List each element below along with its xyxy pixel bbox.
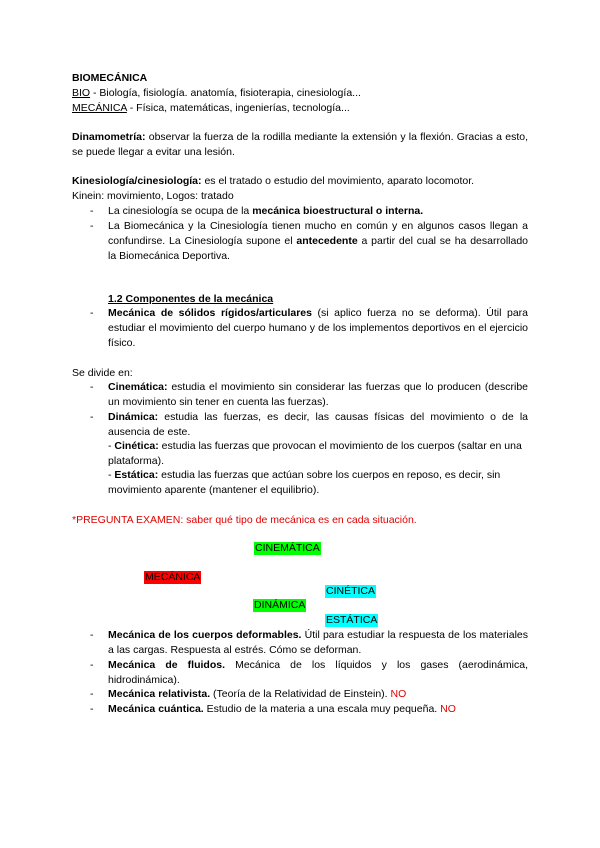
cuantica-bullet bbox=[108, 702, 528, 717]
relativista-bullet bbox=[108, 687, 528, 702]
deformables-text: Útil para estudiar la respuesta de los materiales a las cargas. Respuesta al estrés. Cómo se deforman. bbox=[108, 629, 528, 656]
bullet-marker: - bbox=[90, 220, 94, 232]
bullet-marker: - bbox=[90, 411, 94, 423]
bio-line bbox=[72, 86, 361, 101]
mecanica-line bbox=[72, 101, 350, 116]
kinein-line: Kinein: movimiento, Logos: tratado bbox=[72, 190, 234, 202]
dinamometria-term: Dinamometría: bbox=[72, 131, 146, 143]
kinesiologia-text: es el tratado o estudio del movimiento, aparato locomotor. bbox=[201, 175, 475, 187]
mecanica-term: MECÁNICA bbox=[72, 102, 127, 114]
relativista-term: Mecánica relativista. bbox=[108, 688, 211, 700]
bullet-marker: - bbox=[90, 205, 94, 217]
cinematica-term: Cinemática: bbox=[108, 381, 168, 393]
cinetica-subitem bbox=[108, 439, 528, 469]
solidos-text: (si aplico fuerza no se deforma). Útil para estudiar el movimiento del cuerpo humano y de los implementos deportivos en el ejercicio físico. bbox=[108, 307, 528, 349]
diagram-mecanica: MECÁNICA bbox=[145, 571, 201, 583]
fluidos-term: Mecánica de fluidos. bbox=[108, 659, 226, 671]
solidos-term: Mecánica de sólidos rígidos/articulares bbox=[108, 307, 312, 319]
solidos-bullet bbox=[108, 306, 528, 351]
relativista-text: (Teoría de la Relatividad de Einstein). bbox=[210, 688, 391, 700]
relativista-no-mark: NO bbox=[390, 688, 407, 700]
kinesiologia-term: Kinesiología/cinesiología: bbox=[72, 175, 202, 187]
bullet-marker: - bbox=[90, 688, 94, 700]
document-title: BIOMECÁNICA bbox=[72, 72, 148, 84]
bullet-marker: - bbox=[90, 629, 94, 641]
kines-bullet-1 bbox=[108, 204, 528, 219]
bullet-marker: - bbox=[90, 659, 94, 671]
fluidos-text: Mecánica de los líquidos y los gases (aerodinámica, hidrodinámica). bbox=[108, 659, 528, 686]
dinamica-text: estudia las fuerzas, es decir, las causas físicas del movimiento o de la ausencia de este. bbox=[108, 411, 528, 438]
cuantica-no-mark: NO bbox=[440, 703, 456, 715]
deformables-bullet bbox=[108, 628, 528, 658]
cuantica-text: Estudio de la materia a una escala muy pequeña. bbox=[203, 703, 441, 715]
bio-text: - Biología, fisiología. anatomía, fisioterapia, cinesiología... bbox=[90, 87, 361, 99]
estatica-prefix: - bbox=[108, 469, 115, 481]
dinamica-term: Dinámica: bbox=[108, 411, 159, 423]
kines-bullet-2-bold: antecedente bbox=[296, 235, 358, 247]
kines-bullet-1-bold: mecánica bioestructural o interna. bbox=[252, 205, 424, 217]
deformables-term: Mecánica de los cuerpos deformables. bbox=[108, 629, 302, 641]
cuantica-term: Mecánica cuántica. bbox=[108, 703, 204, 715]
cinetica-text: estudia las fuerzas que provocan el movimiento de los cuerpos (saltar en una plataforma). bbox=[108, 440, 522, 467]
kines-bullet-2-text: La Biomecánica y la Cinesiología tienen mucho en común y en algunos casos llegan a confundirse. La Cinesiología supone el bbox=[108, 220, 528, 247]
cinematica-bullet bbox=[108, 380, 528, 410]
dinamometria-paragraph bbox=[72, 130, 528, 160]
kinesiologia-paragraph bbox=[72, 174, 474, 189]
bullet-marker: - bbox=[90, 703, 94, 715]
kines-bullet-2 bbox=[108, 219, 528, 264]
kines-bullet-1-text: La cinesiología se ocupa de la bbox=[108, 205, 253, 217]
bullet-marker: - bbox=[90, 307, 94, 319]
estatica-term: Estática: bbox=[114, 469, 159, 481]
cinetica-term: Cinética: bbox=[114, 440, 159, 452]
diagram-estatica: ESTÁTICA bbox=[326, 614, 378, 626]
kines-bullet-2-post: a partir del cual se ha desarrollado la Biomecánica Deportiva. bbox=[108, 235, 528, 262]
diagram-cinetica: CINÉTICA bbox=[326, 585, 376, 597]
cinematica-text: estudia el movimiento sin considerar las fuerzas que lo producen (describe un movimiento sin tener en cuenta las fuerzas). bbox=[108, 381, 528, 408]
estatica-subitem bbox=[108, 468, 528, 498]
mecanica-text: - Física, matemáticas, ingenierías, tecnología... bbox=[126, 102, 350, 114]
dinamometria-text: observar la fuerza de la rodilla mediante la extensión y la flexión. Gracias a esto, se puede llegar a evitar una lesión. bbox=[72, 131, 528, 158]
estatica-text: estudia las fuerzas que actúan sobre los cuerpos en reposo, es decir, sin movimiento aparente (mantener el equilibrio). bbox=[108, 469, 501, 496]
diagram-cinematica: CINEMÁTICA bbox=[255, 542, 320, 554]
bio-term: BIO bbox=[72, 87, 91, 99]
bullet-marker: - bbox=[90, 381, 94, 393]
exam-note: *PREGUNTA EXAMEN: saber qué tipo de mecánica es en cada situación. bbox=[72, 514, 417, 526]
cinetica-prefix: - bbox=[108, 440, 115, 452]
section-heading: 1.2 Componentes de la mecánica bbox=[108, 293, 274, 305]
fluidos-bullet bbox=[108, 658, 528, 688]
divide-line: Se divide en: bbox=[72, 367, 133, 379]
diagram-dinamica: DINÁMICA bbox=[254, 599, 306, 611]
dinamica-bullet bbox=[108, 410, 528, 440]
